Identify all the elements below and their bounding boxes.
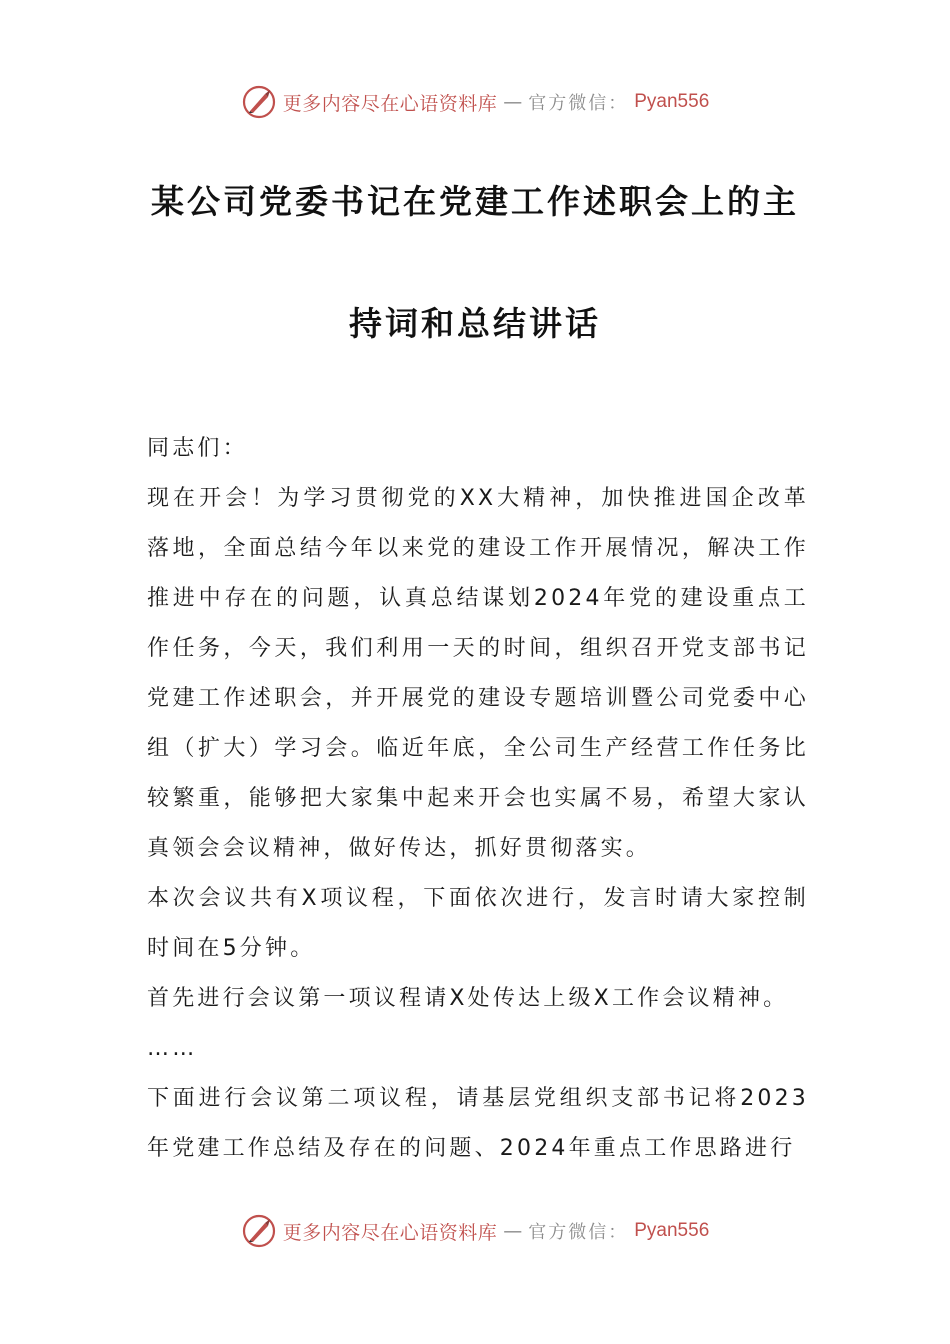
banner-wechat-id: Pyan556 xyxy=(634,91,710,112)
quill-logo-icon xyxy=(241,1213,277,1249)
opening-paragraph: 现在开会！为学习贯彻党的XX大精神，加快推进国企改革落地，全面总结今年以来党的建设工作开展情况，解决工作推进中存在的问题，认真总结谋划2024年党的建设重点工作任务，今天，我们利用一天的时间，组织召开党支部书记党建工作述职会，并开展党的建设专题培训暨公司党委中心组（扩大）学习会。临近年底，全公司生产经营工作任务比较繁重，能够把大家集中起来开会也实属不易，希望大家认真领会会议精神，做好传达，抓好贯彻落实。 xyxy=(147,486,809,861)
banner-wechat-label: 官方微信： xyxy=(528,93,629,114)
first-item-paragraph: 首先进行会议第一项议程请X处传达上级X工作会议精神。 xyxy=(147,986,789,1011)
document-title-line-2: 持词和总结讲话 xyxy=(349,304,601,343)
banner-wechat-label: 官方微信： xyxy=(528,1222,629,1243)
banner-dash: — xyxy=(503,91,523,113)
quill-logo-icon xyxy=(241,84,277,120)
footer-banner xyxy=(0,1211,950,1251)
banner-wechat-id: Pyan556 xyxy=(634,1220,710,1241)
banner-dash: — xyxy=(503,1220,523,1242)
document-body xyxy=(147,424,809,1174)
document-title-line-1: 某公司党委书记在党建工作述职会上的主 xyxy=(151,182,799,221)
second-item-paragraph: 下面进行会议第二项议程，请基层党组织支部书记将2023年党建工作总结及存在的问题、2024年重点工作思路进行 xyxy=(147,1086,809,1161)
agenda-paragraph: 本次会议共有X项议程，下面依次进行，发言时请大家控制时间在5分钟。 xyxy=(147,886,809,961)
banner-text: 更多内容尽在心语资料库 xyxy=(282,92,498,115)
salutation-paragraph: 同志们： xyxy=(147,436,248,461)
banner-text: 更多内容尽在心语资料库 xyxy=(282,1221,498,1244)
header-banner xyxy=(0,82,950,122)
ellipsis-paragraph: …… xyxy=(147,1036,198,1061)
